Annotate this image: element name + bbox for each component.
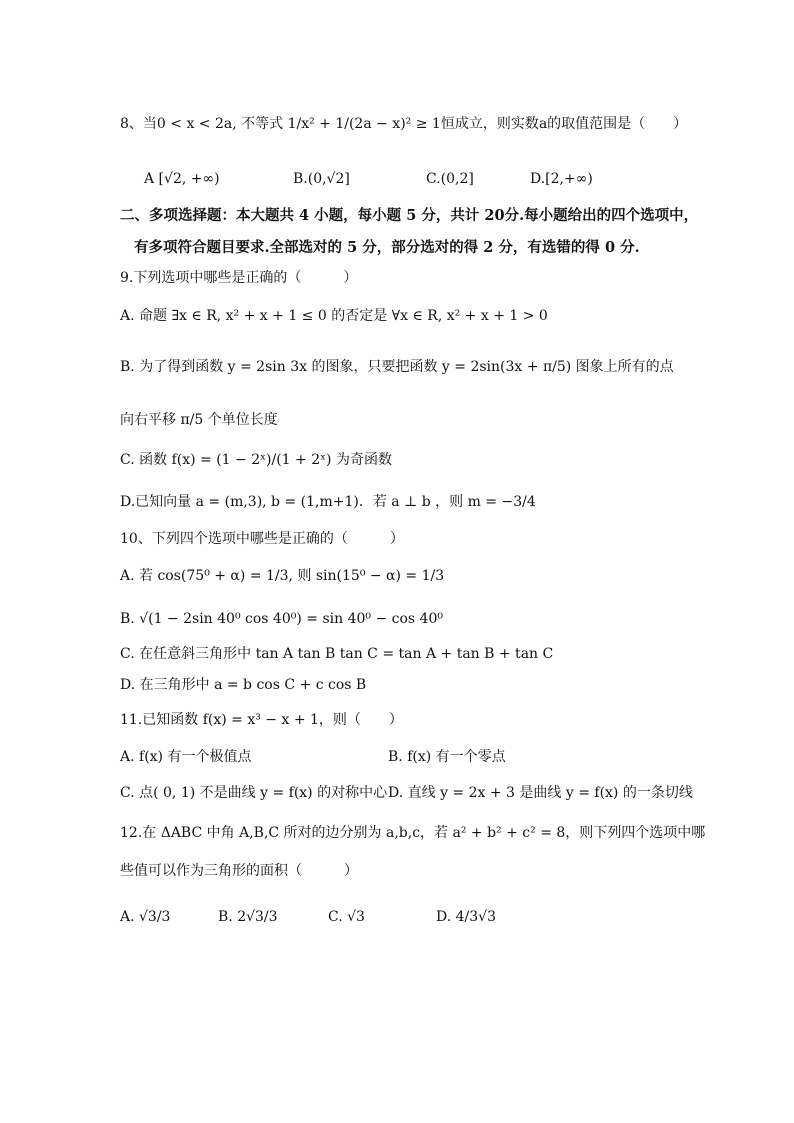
q11-option-b: B. f(x) 有一个零点	[388, 749, 506, 765]
q11-stem: 11.已知函数 f(x) = x³ − x + 1，则（ ）	[120, 712, 403, 728]
q8-stem: 8、当0 < x < 2a, 不等式 1/x² + 1/(2a − x)² ≥ 1恒成立，则实数a的取值范围是（ ）	[120, 116, 688, 132]
q9-option-a: A. 命题 ∃x ∈ R, x² + x + 1 ≤ 0 的否定是 ∀x ∈ R, x² + x + 1 > 0	[120, 308, 548, 324]
q11-option-d: D. 直线 y = 2x + 3 是曲线 y = f(x) 的一条切线	[388, 785, 693, 801]
q12-option-a: A. √3/3	[120, 909, 171, 925]
q12-option-d: D. 4/3√3	[436, 909, 496, 925]
q10-option-a: A. 若 cos(75⁰ + α) = 1/3, 则 sin(15⁰ − α) = 1/3	[120, 568, 445, 584]
q9-option-b: B. 为了得到函数 y = 2sin 3x 的图象，只要把函数 y = 2sin(3x + π/5) 图象上所有的点	[120, 359, 674, 375]
q10-stem: 10、下列四个选项中哪些是正确的（ ）	[120, 531, 404, 547]
q10-option-d: D. 在三角形中 a = b cos C + c cos B	[120, 677, 367, 693]
q9-option-d: D.已知向量 a = (m,3), b = (1,m+1)．若 a ⊥ b ，则 m = −3/4	[120, 494, 536, 510]
q10-option-b: B. √(1 − 2sin 40⁰ cos 40⁰) = sin 40⁰ − cos 40⁰	[120, 611, 443, 627]
q9-stem: 9.下列选项中哪些是正确的（ ）	[120, 270, 358, 286]
q11-option-c: C. 点( 0, 1) 不是曲线 y = f(x) 的对称中心	[120, 785, 388, 801]
q12-option-b: B. 2√3/3	[218, 909, 278, 925]
q11-option-a: A. f(x) 有一个极值点	[120, 749, 252, 765]
q8-option-b: B.(0,√2]	[293, 171, 350, 187]
section2-heading-line1: 二、多项选择题：本大题共 4 小题，每小题 5 分，共计 20分.每小题给出的四个选项中，	[120, 207, 699, 224]
q12-stem: 12.在 ΔABC 中角 A,B,C 所对的边分别为 a,b,c，若 a² + b² + c² = 8，则下列四个选项中哪	[120, 825, 706, 841]
section2-heading-line2: 有多项符合题目要求.全部选对的 5 分，部分选对的得 2 分，有选错的得 0 分.	[134, 239, 640, 256]
q12-option-c: C. √3	[328, 909, 365, 925]
q8-option-c: C.(0,2]	[426, 171, 474, 187]
q8-option-a: A [√2, +∞)	[144, 171, 220, 187]
q9-option-c: C. 函数 f(x) = (1 − 2ˣ)/(1 + 2ˣ) 为奇函数	[120, 452, 392, 468]
q12-stem-continued: 些值可以作为三角形的面积（ ）	[120, 863, 358, 879]
q9-option-b-continued: 向右平移 π/5 个单位长度	[120, 412, 278, 428]
q8-option-d: D.[2,+∞)	[530, 171, 593, 187]
q10-option-c: C. 在任意斜三角形中 tan A tan B tan C = tan A + tan B + tan C	[120, 646, 554, 662]
